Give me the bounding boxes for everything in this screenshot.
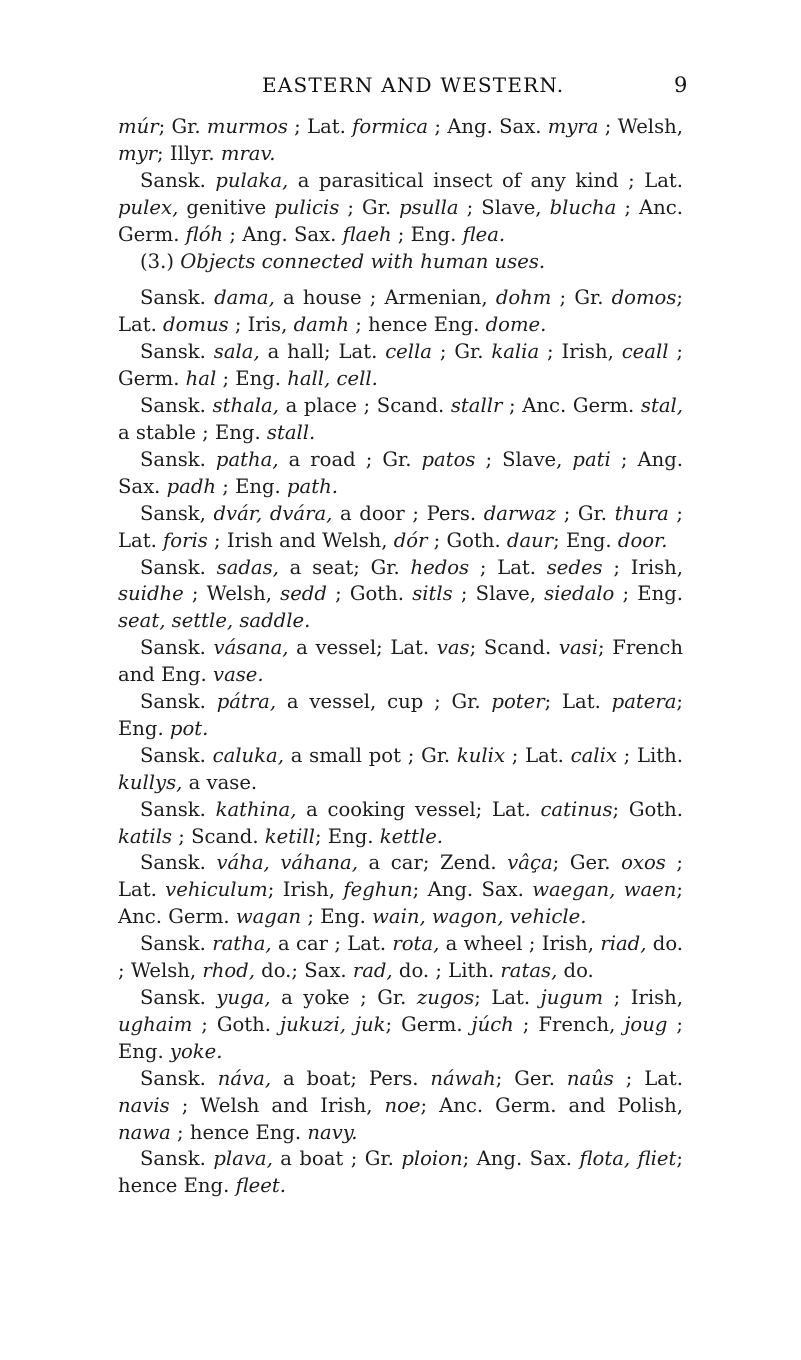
italic-word: path. <box>287 474 338 498</box>
etymology-entry <box>118 797 683 851</box>
italic-word: múr <box>118 115 159 138</box>
text-run: ; Lat. <box>474 986 541 1009</box>
italic-word: feghun <box>343 878 413 902</box>
text-run: ; Irish, <box>603 986 684 1009</box>
text-run: ; Lat. <box>613 1066 684 1090</box>
etymology-entry <box>118 1146 683 1200</box>
text-run: ; Irish, <box>267 878 344 902</box>
text-run: Sansk, <box>140 501 214 525</box>
running-title: EASTERN AND WESTERN. <box>262 73 565 97</box>
italic-word: patera <box>611 690 677 714</box>
italic-word: mrav. <box>220 141 276 165</box>
text-run: ; Lith. <box>616 743 684 767</box>
italic-word: váha, váhana, <box>216 851 358 875</box>
text-run: ; Eng. <box>216 367 288 391</box>
text-run: ; Germ. <box>118 340 683 391</box>
text-run: Sansk. <box>140 851 217 875</box>
text-run: ; Ang. Sax. <box>223 222 343 246</box>
italic-word: stal, <box>640 394 683 418</box>
text-run: ; Slave, <box>452 582 545 606</box>
italic-word: rad, <box>352 959 393 983</box>
italic-word: pulex, <box>118 195 179 219</box>
italic-word: riad, <box>600 932 647 956</box>
italic-word: ratha, <box>212 932 272 956</box>
text-run: a door ; Pers. <box>332 501 484 525</box>
text-run: Sansk. <box>140 797 216 821</box>
italic-word: murmos <box>206 115 288 138</box>
text-run: Sansk. <box>140 555 217 579</box>
text-run: ; Goth. <box>612 797 684 821</box>
text-run: ; Welsh, <box>183 582 281 606</box>
italic-word: fleet. <box>235 1174 286 1198</box>
text-run: ; Gr. <box>556 501 615 525</box>
text-run: Sansk. <box>140 286 215 310</box>
italic-word: domos <box>611 286 677 310</box>
italic-word: domus <box>163 313 229 337</box>
italic-word: plava, <box>213 1147 273 1171</box>
italic-word: oxos <box>621 851 666 875</box>
text-run: ; hence Eng. <box>118 1147 683 1198</box>
italic-word: júch <box>471 1012 514 1036</box>
text-run: ; Illyr. <box>157 141 221 165</box>
italic-word: blucha <box>549 195 617 219</box>
italic-word: pulaka, <box>215 168 289 192</box>
italic-word: vase. <box>213 663 264 687</box>
italic-word: kulix <box>456 743 505 767</box>
etymology-entry <box>118 393 683 447</box>
text-run: ; Eng. <box>553 528 618 552</box>
text-run: a cooking vessel; Lat. <box>296 797 541 821</box>
italic-word: formica <box>352 115 429 138</box>
italic-word: seat, settle, saddle. <box>118 609 311 633</box>
text-run: a yoke ; Gr. <box>270 986 417 1009</box>
text-run: (3.) <box>140 249 181 273</box>
text-run: Sansk. <box>140 690 217 714</box>
italic-word: navis <box>118 1093 170 1117</box>
text-run: genitive <box>178 195 275 219</box>
italic-word: ketill <box>264 824 315 848</box>
text-run: ; Welsh, <box>598 115 683 138</box>
continued-paragraph <box>118 114 683 168</box>
italic-word: catinus <box>540 797 613 821</box>
text-run: ; Lat. <box>118 286 684 337</box>
etymology-entry <box>118 339 683 393</box>
italic-word: vâça <box>507 851 553 875</box>
italic-word: rhod, <box>202 959 255 983</box>
page-header <box>0 73 801 101</box>
italic-word: calix <box>570 743 617 767</box>
italic-word: caluka, <box>212 743 284 767</box>
italic-word: rota, <box>392 932 440 956</box>
etymology-entry <box>118 743 683 797</box>
italic-word: sedd <box>280 582 327 606</box>
etymology-entry <box>118 555 683 636</box>
text-run: a place ; Scand. <box>278 394 451 418</box>
text-run: a hall; Lat. <box>259 340 386 364</box>
etymology-entry <box>118 931 683 985</box>
italic-word: wain, wagon, vehicle. <box>372 905 587 929</box>
text-run: a seat; Gr. <box>278 555 411 579</box>
text-run: ; Slave, <box>475 447 573 471</box>
text-run: Sansk. <box>140 1147 214 1171</box>
italic-word: sadas, <box>216 555 279 579</box>
text-run: ; Gr. <box>158 115 207 138</box>
text-run: a road ; Gr. <box>278 447 422 471</box>
text-run: a vessel, cup ; Gr. <box>276 690 492 714</box>
italic-word: stall. <box>266 420 316 444</box>
text-run: ; Irish and Welsh, <box>207 528 394 552</box>
italic-word: vas <box>436 636 470 660</box>
etymology-entry <box>118 1066 683 1147</box>
italic-word: pati <box>572 447 611 471</box>
italic-word: wagan <box>235 905 302 929</box>
italic-word: náwah <box>430 1066 496 1090</box>
italic-word: sthala, <box>212 394 279 418</box>
text-run: Sansk. <box>140 447 216 471</box>
italic-word: sitls <box>412 582 453 606</box>
text-run: a vessel; Lat. <box>288 636 437 660</box>
italic-word: patos <box>421 447 476 471</box>
text-run: ; Lat. <box>469 555 547 579</box>
text-run: ; Irish, <box>539 340 622 364</box>
text-run: ; hence Eng. <box>170 1120 308 1144</box>
etymology-entry <box>118 168 683 249</box>
italic-word: daur <box>506 528 554 552</box>
text-run: ; Eng. <box>314 824 380 848</box>
etymology-entry <box>118 635 683 689</box>
text-run: do. ; Welsh, <box>118 932 683 983</box>
italic-word: katils <box>118 824 173 848</box>
text-run: a small pot ; Gr. <box>283 743 457 767</box>
text-run: a boat ; Gr. <box>272 1147 402 1171</box>
italic-word: kettle. <box>379 824 444 848</box>
text-run: a vase. <box>182 770 258 794</box>
italic-word: darwaz <box>483 501 557 525</box>
italic-word: yoke. <box>169 1039 223 1063</box>
text-run: Sansk. <box>140 932 213 956</box>
italic-word: foris <box>163 528 208 552</box>
italic-word: navy. <box>307 1120 358 1144</box>
italic-word: cella <box>385 340 432 364</box>
italic-word: vehiculum <box>165 878 268 902</box>
text-run: do.; Sax. <box>254 959 353 983</box>
italic-word: sedes <box>546 555 603 579</box>
italic-word: zugos <box>416 986 475 1009</box>
text-run: ; Ger. <box>552 851 622 875</box>
text-run: ; Slave, <box>458 195 550 219</box>
italic-word: sala, <box>213 340 260 364</box>
text-run: a car ; Lat. <box>271 932 393 956</box>
text-run: Sansk. <box>140 340 214 364</box>
text-run: ; Eng. <box>118 690 684 740</box>
text-run: a boat; Pers. <box>271 1066 431 1090</box>
italic-word: jugum <box>540 986 604 1009</box>
text-run: ; Eng. <box>391 222 463 246</box>
text-run: ; Eng. <box>216 474 287 498</box>
italic-word: flota, fliet <box>579 1147 677 1171</box>
etymology-entry <box>118 985 683 1066</box>
italic-word: dór <box>393 528 428 552</box>
italic-word: dvár, dvára, <box>213 501 333 525</box>
italic-word: waegan, waen <box>532 878 677 902</box>
text-run: ; French and Eng. <box>118 636 683 687</box>
text-run: ; Eng. <box>614 582 683 606</box>
italic-word: damh <box>293 313 350 337</box>
italic-word: pulicis <box>274 195 340 219</box>
text-run: ; Lat. <box>118 851 684 902</box>
italic-word: thura <box>614 501 669 525</box>
text-run: ; Ang. Sax. <box>118 447 684 498</box>
text-run: ; Ang. Sax. <box>412 878 533 902</box>
text-run: ; Lat. <box>505 743 571 767</box>
text-run: Sansk. <box>140 636 214 660</box>
text-run: ; Lat. <box>287 115 353 138</box>
text-run: ; Iris, <box>228 313 294 337</box>
etymology-entry <box>118 689 683 743</box>
italic-word: joug <box>624 1012 668 1036</box>
italic-word: ughaim <box>118 1012 193 1036</box>
italic-word: jukuzi, juk <box>280 1012 386 1036</box>
italic-word: flóh <box>185 222 224 246</box>
etymology-entry <box>118 501 683 555</box>
text-run: Sansk. <box>140 743 213 767</box>
italic-word: náva, <box>217 1066 272 1090</box>
etymology-entry <box>118 850 683 931</box>
italic-word: dama, <box>214 286 275 310</box>
italic-word: door. <box>617 528 668 552</box>
body-text <box>118 114 683 1200</box>
italic-word: vásana, <box>213 636 289 660</box>
italic-word: padh <box>166 474 217 498</box>
italic-word: flea. <box>462 222 506 246</box>
text-run: Sansk. <box>140 168 216 192</box>
text-run: ; Goth. <box>192 1012 280 1036</box>
italic-word: hal <box>185 367 217 391</box>
italic-word: flaeh <box>342 222 392 246</box>
italic-word: vasi <box>558 636 598 660</box>
text-run: Sansk. <box>140 986 217 1009</box>
text-run: do. <box>557 959 594 983</box>
italic-word: myra <box>547 115 599 138</box>
italic-word: ploion <box>401 1147 463 1171</box>
italic-word: stallr <box>450 394 503 418</box>
italic-word: patha, <box>215 447 279 471</box>
italic-word: siedalo <box>544 582 615 606</box>
italic-word: myr <box>118 141 158 165</box>
italic-word: nawa <box>118 1120 171 1144</box>
text-run: ; Ang. Sax. <box>462 1147 580 1171</box>
text-run: ; Germ. <box>385 1012 472 1036</box>
italic-word: kathina, <box>215 797 297 821</box>
italic-word: ceall <box>621 340 669 364</box>
italic-word: pátra, <box>216 690 277 714</box>
italic-word: dome. <box>485 313 547 337</box>
italic-word: pot. <box>169 716 209 740</box>
italic-word: Objects connected with human uses. <box>180 249 546 273</box>
italic-word: ratas, <box>500 959 558 983</box>
text-run: do. ; Lith. <box>392 959 501 983</box>
text-run: ; Goth. <box>326 582 413 606</box>
text-run: ; Lat. <box>118 501 683 552</box>
text-run: ; Anc. Germ. <box>118 195 683 246</box>
etymology-entry <box>118 447 683 501</box>
text-run: Sansk. <box>140 394 213 418</box>
text-run: a stable ; Eng. <box>118 420 267 444</box>
text-run: ; Welsh and Irish, <box>169 1093 385 1117</box>
section-heading <box>118 249 683 276</box>
text-run: ; Lat. <box>544 690 612 714</box>
text-run: ; Eng. <box>118 1012 683 1063</box>
text-run: ; Gr. <box>551 286 612 310</box>
text-run: ; Ger. <box>495 1066 567 1090</box>
italic-word: suidhe <box>118 582 184 606</box>
text-run: a house ; Armenian, <box>274 286 496 310</box>
etymology-entry <box>118 285 683 339</box>
page-number: 9 <box>674 73 688 97</box>
italic-word: naûs <box>566 1066 614 1090</box>
italic-word: psulla <box>399 195 459 219</box>
text-run: Sansk. <box>140 1066 218 1090</box>
italic-word: dohm <box>495 286 552 310</box>
text-run: ; Anc. Germ. and Polish, <box>420 1093 683 1117</box>
text-run: ; Anc. Germ. <box>502 394 641 418</box>
text-run: ; Goth. <box>427 528 507 552</box>
text-run: ; French, <box>513 1012 625 1036</box>
text-run: a wheel ; Irish, <box>439 932 601 956</box>
italic-word: hall, cell. <box>287 367 378 391</box>
italic-word: yuga, <box>216 986 271 1009</box>
text-run: ; hence Eng. <box>349 313 486 337</box>
text-run: a parasitical insect of any kind ; Lat. <box>288 168 684 192</box>
text-run: ; Gr. <box>339 195 400 219</box>
text-run: ; Scand. <box>172 824 265 848</box>
text-run: ; Anc. Germ. <box>118 878 683 929</box>
italic-word: noe <box>384 1093 421 1117</box>
italic-word: kullys, <box>118 770 183 794</box>
text-run: ; Scand. <box>469 636 559 660</box>
text-run: ; Irish, <box>602 555 683 579</box>
text-run: ; Gr. <box>431 340 492 364</box>
italic-word: kalia <box>491 340 540 364</box>
text-run: ; Eng. <box>301 905 373 929</box>
italic-word: hedos <box>410 555 470 579</box>
text-run: ; Ang. Sax. <box>428 115 548 138</box>
text-run: a car; Zend. <box>357 851 508 875</box>
italic-word: poter <box>491 690 545 714</box>
